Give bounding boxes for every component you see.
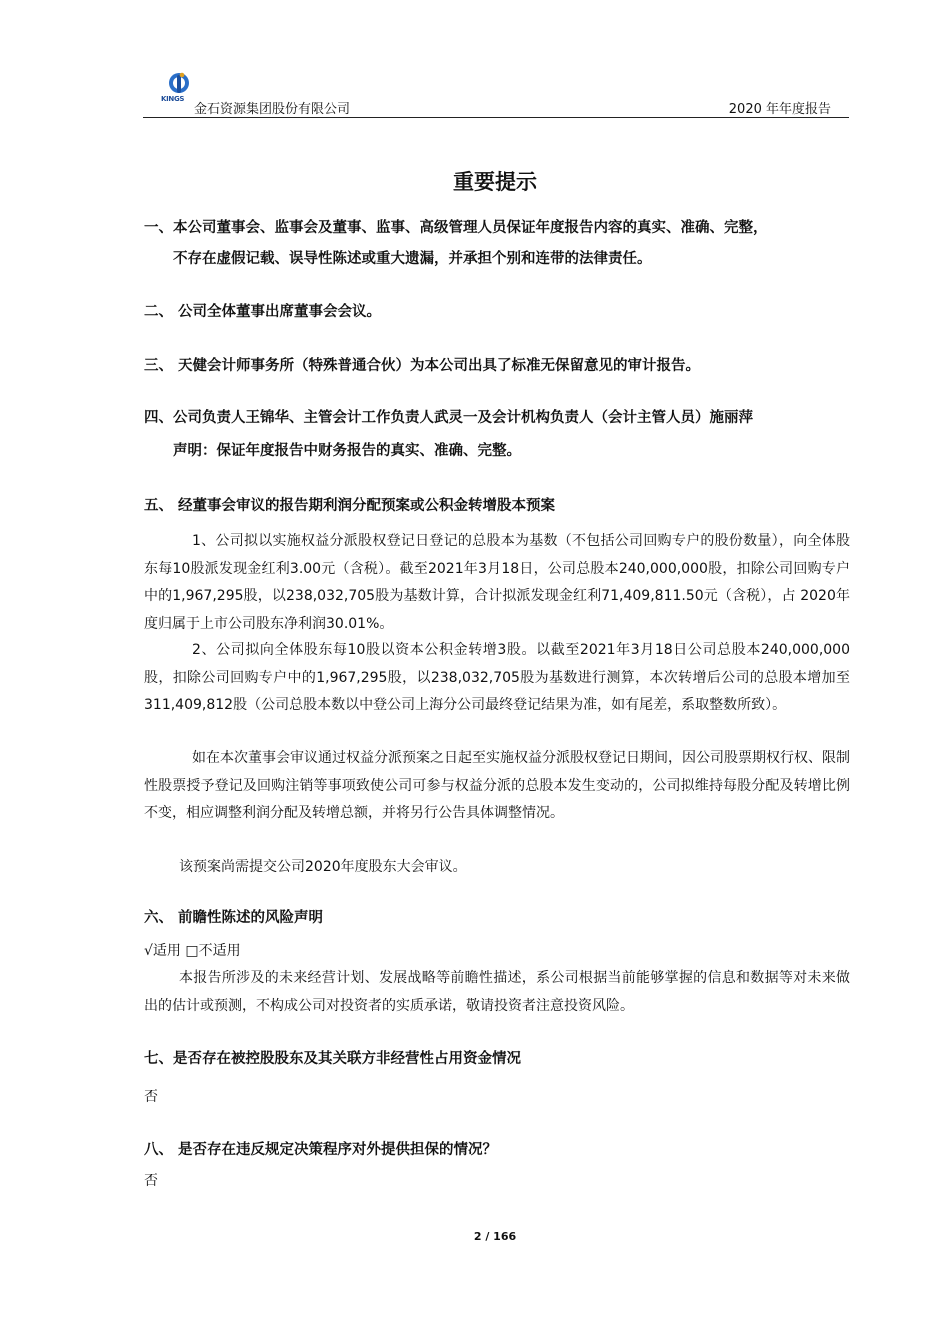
item-6-heading: 六、 前瞻性陈述的风险声明 — [144, 910, 324, 926]
page-number: 2 / 166 — [473, 1230, 517, 1243]
company-logo-icon — [163, 70, 193, 110]
item-5-heading: 五、 经董事会审议的报告期利润分配预案或公积金转增股本预案 — [144, 498, 556, 514]
item-8-answer: 否 — [144, 1173, 158, 1189]
company-name: 金石资源集团股份有限公司 — [194, 102, 351, 117]
report-title: 2020 年年度报告 — [728, 102, 831, 117]
item-8-heading: 八、 是否存在违反规定决策程序对外提供担保的情况？ — [144, 1142, 498, 1158]
item-7-answer: 否 — [144, 1089, 158, 1105]
page-header — [143, 68, 849, 120]
item-4-line-1: 四、公司负责人王锦华、主管会计工作负责人武灵一及会计机构负责人（会计主管人员）施丽萍 — [144, 410, 753, 426]
item-4-line-2: 声明：保证年度报告中财务报告的真实、准确、完整。 — [173, 443, 521, 459]
item-6-paragraph: 本报告所涉及的未来经营计划、发展战略等前瞻性描述，系公司根据当前能够掌握的信息和数据等对未来做出的估计或预测，不构成公司对投资者的实质承诺，敬请投资者注意投资风险。 — [144, 970, 850, 1014]
item-1-line-1: 一、本公司董事会、监事会及董事、监事、高级管理人员保证年度报告内容的真实、准确、完整， — [144, 220, 768, 236]
item-5-paragraph-4: 该预案尚需提交公司2020年度股东大会审议。 — [179, 859, 467, 875]
item-7-heading: 七、是否存在被控股股东及其关联方非经营性占用资金情况 — [144, 1051, 521, 1067]
item-2: 二、 公司全体董事出席董事会会议。 — [144, 304, 382, 320]
item-5-paragraph-3: 如在本次董事会审议通过权益分派预案之日起至实施权益分派股权登记日期间，因公司股票期权行权、限制性股票授予登记及回购注销等事项致使公司可参与权益分派的总股本发生变动的，公司拟维持每股分配及转增比例不变，相应调整利润分配及转增总额，并将另行公告具体调整情况。 — [144, 750, 850, 821]
item-5-paragraph-1: 1、公司拟以实施权益分派股权登记日登记的总股本为基数（不包括公司回购专户的股份数量），向全体股东每10股派发现金红利3.00元（含税）。截至2021年3月18日，公司总股本240,000,000股，扣除公司回购专户中的1,967,295股，以238,032,705股为基数计算，合计拟派发现金红利71,409,811.50元（含税），占 2020年度归属于上市公司股东净利润30.01%。 — [144, 533, 850, 632]
applicability-option: √适用 □不适用 — [144, 943, 241, 959]
item-5-paragraph-2: 2、公司拟向全体股东每10股以资本公积金转增3股。以截至2021年3月18日公司总股本240,000,000股，扣除公司回购专户中的1,967,295股，以238,032,705股为基数进行测算，本次转增后公司的总股本增加至311,409,812股（公司总股本数以中登公司上海分公司最终登记结果为准，如有尾差，系取整数所致）。 — [144, 642, 850, 713]
item-3: 三、 天健会计师事务所（特殊普通合伙）为本公司出具了标准无保留意见的审计报告。 — [144, 358, 701, 374]
header-divider — [143, 117, 849, 118]
logo-text: KINGS — [161, 95, 185, 103]
item-1-line-2: 不存在虚假记载、误导性陈述或重大遗漏，并承担个别和连带的法律责任。 — [173, 251, 652, 267]
page-title: 重要提示 — [453, 170, 537, 194]
